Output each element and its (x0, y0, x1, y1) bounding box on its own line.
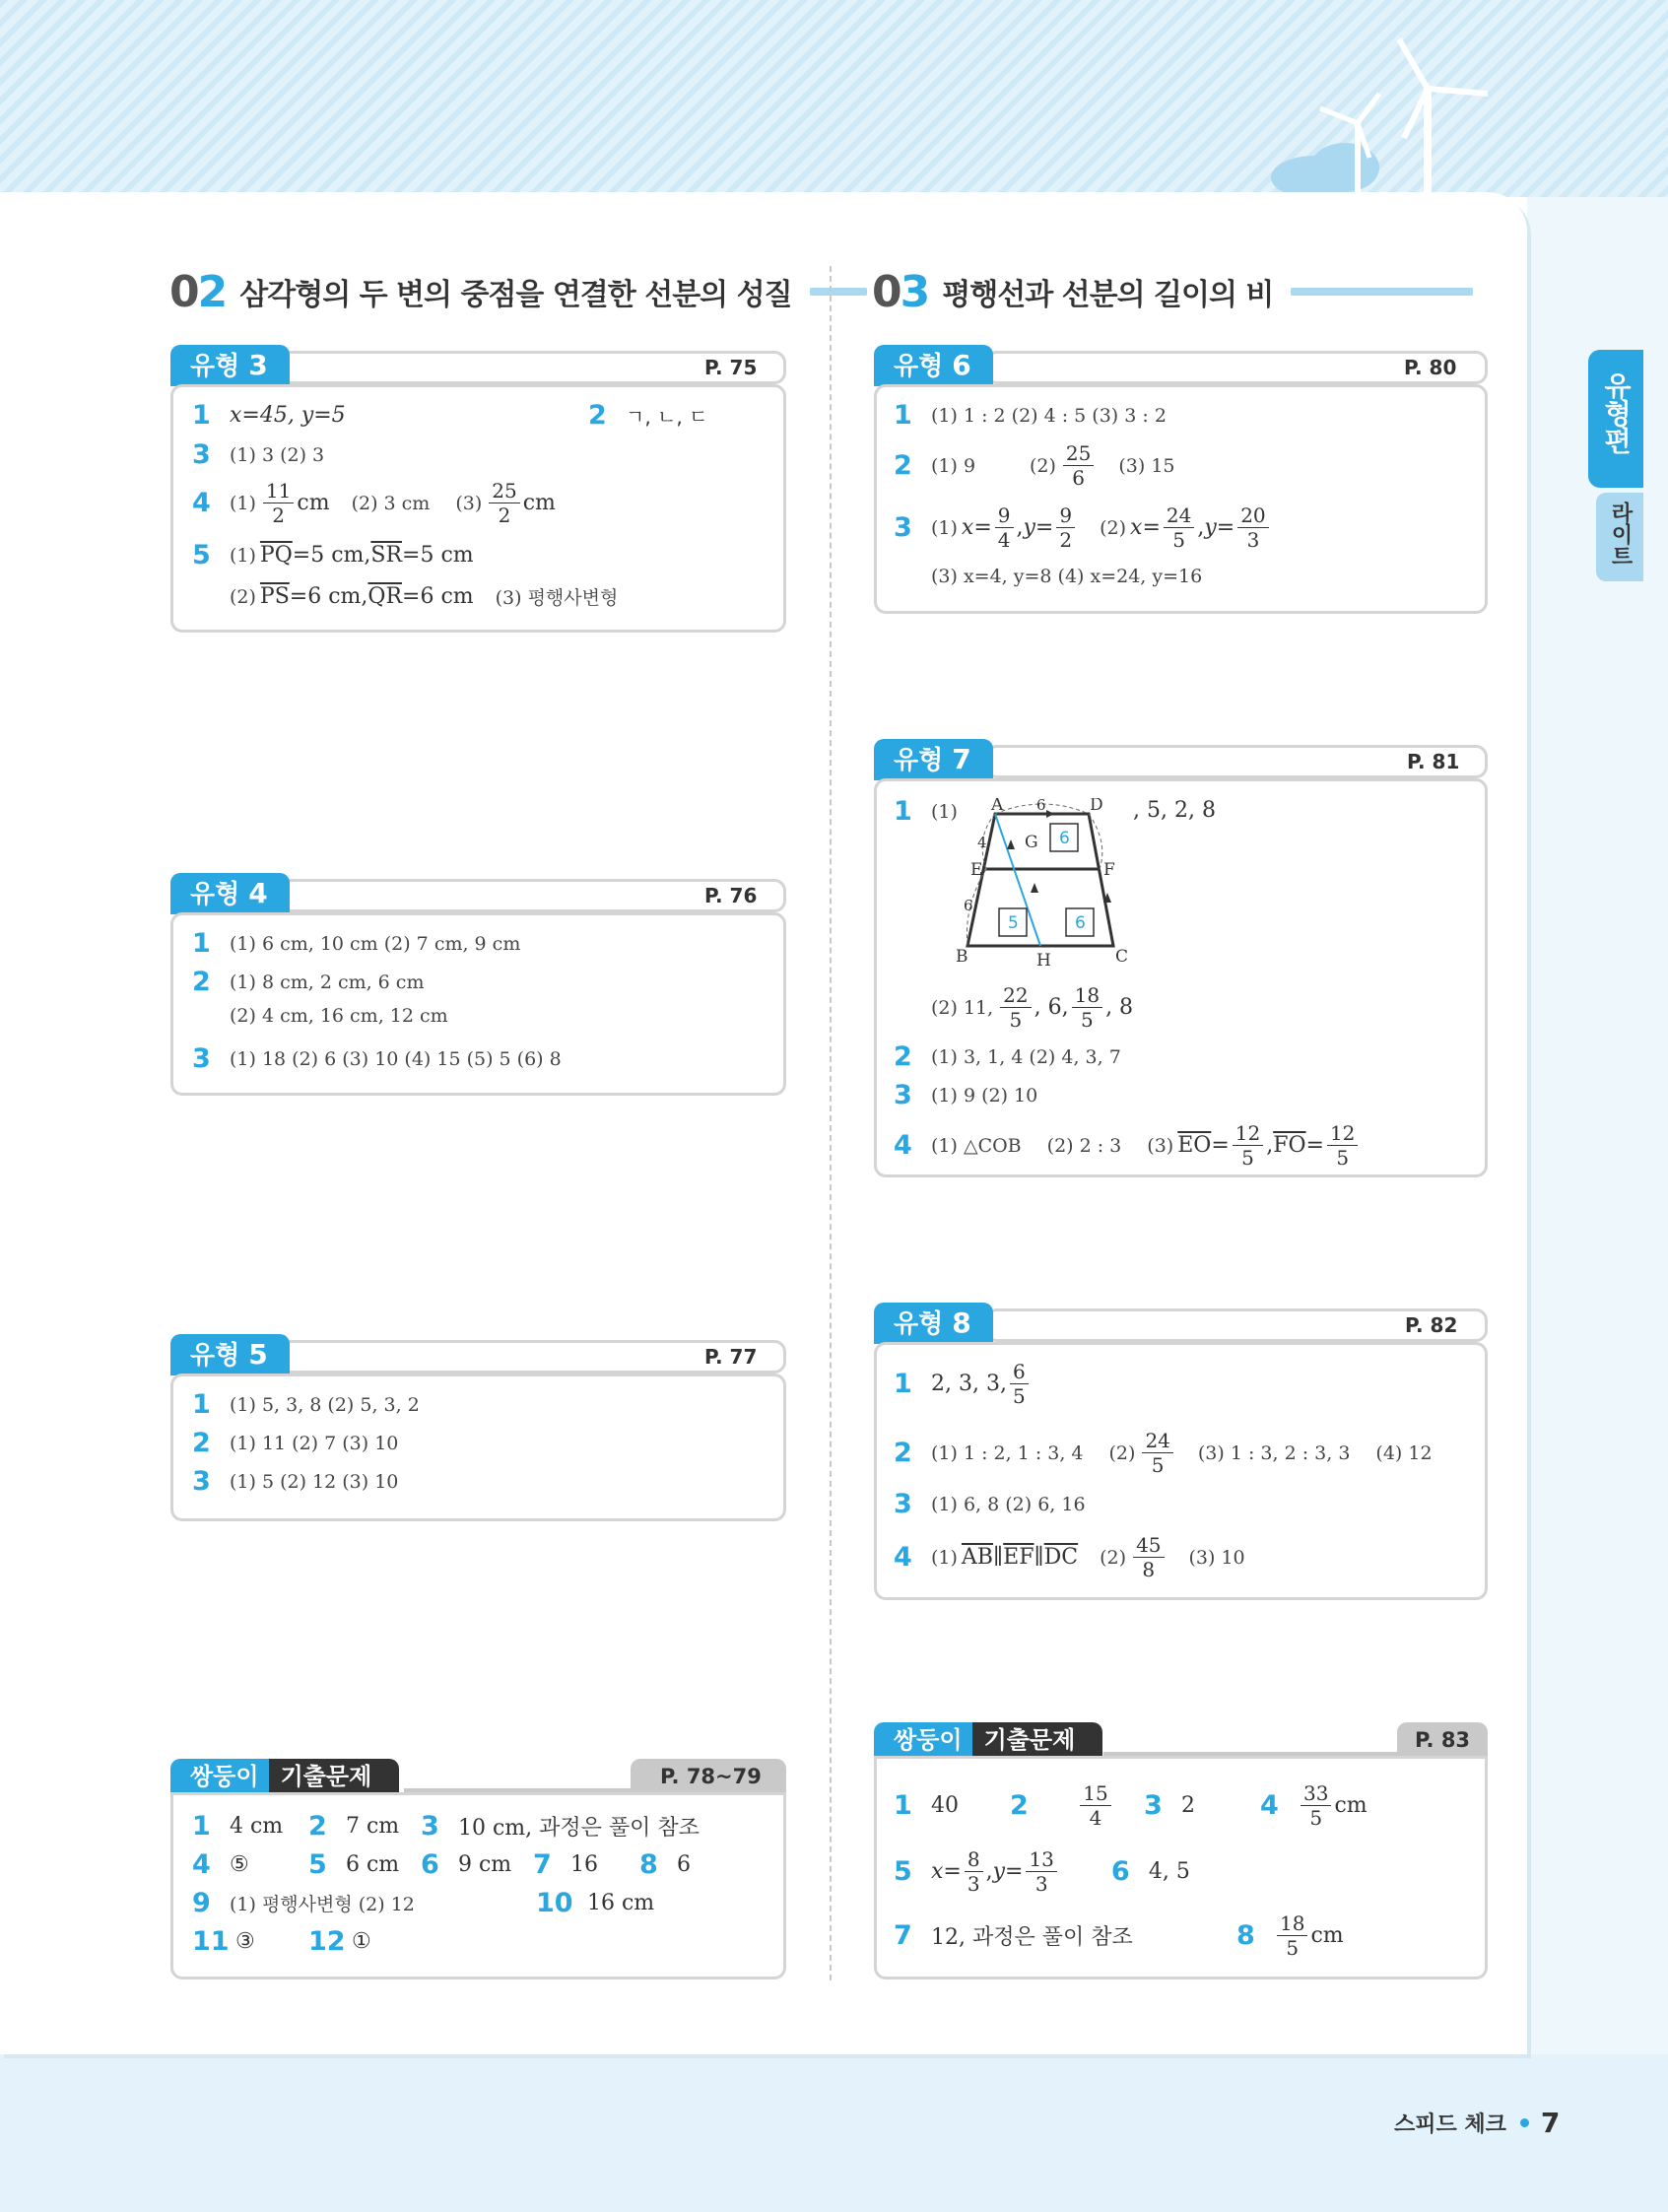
twin-left-row3: 9 (1) 평행사변형 (2) 12 10 16 cm (192, 1888, 655, 1918)
twin-left-page-ref: P. 78~79 (631, 1759, 786, 1794)
section-03-number: 03 (872, 266, 929, 317)
label-left-6: 6 (964, 897, 973, 914)
type5-q3: 3 (1) 5 (2) 12 (3) 10 (192, 1466, 399, 1497)
type7-q2: 2 (1) 3, 1, 4 (2) 4, 3, 7 (894, 1041, 1121, 1072)
label-top-6: 6 (1036, 798, 1046, 814)
type7-page-ref: P. 81 (1407, 750, 1460, 773)
type8-q3: 3 (1) 6, 8 (2) 6, 16 (894, 1489, 1086, 1519)
type3-page-ref: P. 75 (704, 356, 758, 379)
type7-q4: 4 (1) △COB (2) 2 : 3 (3) $\overline{EO}$ = $\frac{12}{5}$ , $\overline{FO}$ = $\frac{12}{5}$ (894, 1123, 1361, 1168)
trapezoid-figure (956, 798, 1143, 966)
twin-left-tag: 쌍둥이 기출문제 (170, 1759, 399, 1794)
type6-page-ref: P. 80 (1404, 356, 1457, 379)
type8-q1: 1 2, 3, 3, $\frac{6}{5}$ (894, 1362, 1032, 1406)
type7-tag: 유형 7 (874, 739, 993, 780)
box-value-3: 6 (1075, 913, 1086, 933)
type3-q1: 1 x=45, y=5 (192, 400, 346, 431)
column-divider (830, 266, 832, 1980)
label-D: D (1090, 798, 1103, 815)
arrow-up-3 (1007, 839, 1015, 849)
type7-q1a: , 5, 2, 8 (1133, 798, 1216, 823)
twin-left-row1: 1 4 cm 2 7 cm 3 10 cm, 과정은 풀이 참조 (192, 1811, 700, 1842)
side-tab-type-section[interactable] (1588, 350, 1643, 488)
box-value-1: 6 (1059, 829, 1070, 848)
wind-turbine-illustration (1261, 30, 1507, 197)
twin-right-row3: 7 12, 과정은 풀이 참조 8 $\frac{18}{5}$ cm (894, 1911, 1344, 1960)
type8-q4: 4 (1) $\overline{AB}$ ∥ $\overline{EF}$ ∥ $\overline{DC}$ (2) $\frac{45}{8}$ (3) 10 (894, 1533, 1245, 1581)
label-left-4: 4 (977, 834, 987, 851)
twin-right-tag: 쌍둥이 기출문제 (874, 1722, 1102, 1758)
label-B: B (956, 947, 968, 966)
type5-q2: 2 (1) 11 (2) 7 (3) 10 (192, 1428, 399, 1458)
type5-page-ref: P. 77 (704, 1345, 758, 1369)
type4-page-ref: P. 76 (704, 884, 758, 907)
section-02-heading (169, 264, 867, 319)
twin-right-row2: 5 x= $\frac{8}{3}$ , y= $\frac{13}{3}$ 6 4, 5 (894, 1847, 1190, 1896)
section-02-title: 삼각형의 두 변의 중점을 연결한 선분의 성질 (239, 278, 792, 312)
section-03-rule (1291, 288, 1473, 296)
type7-q1b: (2) 11, $\frac{22}{5}$ , 6, $\frac{18}{5}$ , 8 (931, 983, 1134, 1032)
type3-q5a: 5 (1) $\overline{PQ}$ =5 cm, $\overline{SR}$ =5 cm (192, 540, 474, 570)
type6-q3b: (3) x=4, y=8 (4) x=24, y=16 (931, 566, 1203, 587)
arrow-up-1 (1031, 883, 1038, 893)
footer-dot-icon (1520, 2118, 1529, 2127)
type5-q1: 1 (1) 5, 3, 8 (2) 5, 3, 2 (192, 1389, 420, 1420)
label-F: F (1103, 860, 1115, 880)
label-E: E (970, 860, 983, 880)
footer-label: 스피드 체크 (1394, 2112, 1506, 2137)
type3-q4: 4 (1) $\frac{11}{2}$ cm (2) 3 cm (3) $\frac{25}{2}$ cm (192, 479, 556, 527)
label-G: G (1025, 833, 1038, 852)
type7-q3: 3 (1) 9 (2) 10 (894, 1080, 1038, 1110)
type8-tag: 유형 8 (874, 1303, 993, 1344)
type5-tag: 유형 5 (170, 1334, 290, 1375)
side-tab1-label: 유형편 (1600, 371, 1633, 454)
page-number: 7 (1540, 2107, 1561, 2139)
section-03-title: 평행선과 선분의 길이의 비 (942, 278, 1274, 312)
type6-q3a: 3 (1) x= $\frac{9}{4}$ , y= $\frac{9}{2}$ (2) x= $\frac{24}{5}$ , y= $\frac{20}{3}$ (894, 505, 1272, 550)
section-02-number: 02 (169, 266, 227, 317)
type7-q1-label: 1 (1) (894, 796, 958, 827)
type4-q3: 3 (1) 18 (2) 6 (3) 10 (4) 15 (5) 5 (6) 8 (192, 1043, 562, 1074)
type4-tag: 유형 4 (170, 873, 290, 914)
type4-q1: 1 (1) 6 cm, 10 cm (2) 7 cm, 9 cm (192, 928, 521, 959)
section-03-heading (872, 264, 1473, 319)
twin-right-row1: 1 40 2 $\frac{15}{4}$ 3 2 4 $\frac{33}{5}$ cm (894, 1781, 1368, 1830)
twin-right-page-ref: P. 83 (1397, 1722, 1488, 1758)
box-value-2: 5 (1008, 913, 1019, 933)
type6-q2: 2 (1) 9 (2) $\frac{25}{6}$ (3) 15 (894, 441, 1175, 490)
arrow-AD (1046, 810, 1054, 818)
type6-q1: 1 (1) 1 : 2 (2) 4 : 5 (3) 3 : 2 (894, 400, 1167, 431)
type3-q5b: (2) $\overline{PS}$ =6 cm, $\overline{QR}$ =6 cm (3) 평행사변형 (230, 584, 619, 609)
type4-q2b: (2) 4 cm, 16 cm, 12 cm (230, 1005, 448, 1027)
side-tab-lite[interactable] (1596, 493, 1643, 581)
label-A: A (991, 798, 1004, 815)
label-C: C (1115, 947, 1129, 966)
type3-q3: 3 (1) 3 (2) 3 (192, 439, 325, 470)
type6-tag: 유형 6 (874, 345, 993, 386)
type8-q2: 2 (1) 1 : 2, 1 : 3, 4 (2) $\frac{24}{5}$ (3) 1 : 3, 2 : 3, 3 (4) 12 (894, 1429, 1433, 1477)
page-footer (1394, 2107, 1560, 2139)
type3-tag: 유형 3 (170, 345, 290, 386)
twin-left-row2: 4 ⑤ 5 6 cm 6 9 cm 7 16 8 6 (192, 1849, 691, 1880)
label-H: H (1036, 951, 1051, 966)
side-tab2-label: 라이트 (1608, 502, 1633, 567)
type4-q2a: 2 (1) 8 cm, 2 cm, 6 cm (192, 967, 425, 997)
twin-left-row4: 11 ③ 12 ① (192, 1926, 371, 1957)
type3-q2: 2 ㄱ, ㄴ, ㄷ (588, 400, 708, 431)
type8-page-ref: P. 82 (1405, 1313, 1458, 1337)
section-02-rule (810, 288, 867, 296)
